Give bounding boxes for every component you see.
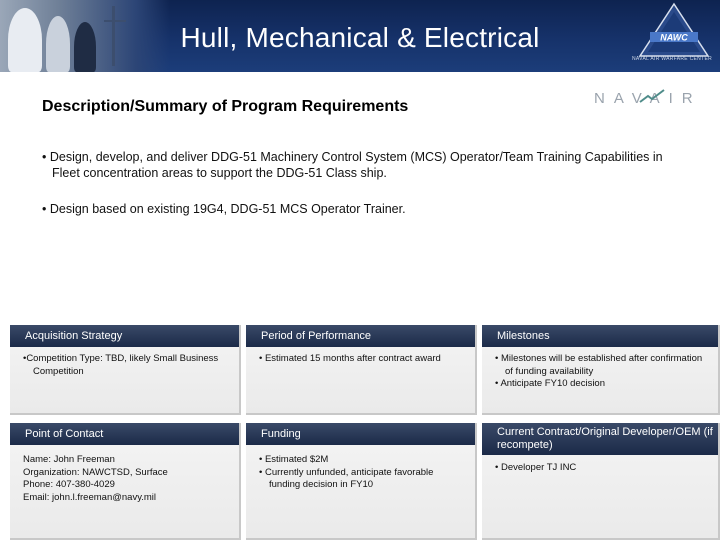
program-info-grid [10,325,720,540]
box-title: Period of Performance [246,325,475,347]
box-title: Point of Contact [10,423,239,445]
contact-email[interactable]: Email: john.l.freeman@navy.mil [23,491,157,503]
milestones-box [482,325,720,415]
box-title: Acquisition Strategy [10,325,239,347]
page-title: Hull, Mechanical & Electrical [180,22,540,53]
contact-phone: Phone: 407-380-4029 [23,479,115,490]
requirement-bullet: • Design based on existing 19G4, DDG-51 MCS Operator Trainer. [42,202,406,216]
navair-logo-icon [588,84,720,110]
box-item: • Anticipate FY10 decision [495,378,606,389]
navair-logo-text: NAVAIR [594,90,702,107]
box-title: Milestones [482,325,718,347]
requirement-bullet: • Design, develop, and deliver DDG-51 Machinery Control System (MCS) Operator/Team Training Capabilities in Fleet concentration areas to support the DDG-51 Class ship. [42,150,663,180]
nawc-logo-text: NAWC [660,32,688,43]
box-item: •Competition Type: TBD, likely Small Business Competition [23,353,219,377]
contact-name: Name: John Freeman [23,454,115,465]
box-item: • Estimated $2M [259,454,329,465]
header-banner [0,0,720,72]
box-title: Funding [246,423,475,445]
box-item: • Currently unfunded, anticipate favorable funding decision in FY10 [259,466,434,490]
point-of-contact-box [10,423,241,540]
period-of-performance-box [246,325,477,415]
current-contract-box [482,423,720,540]
funding-box [246,423,477,540]
box-item: • Milestones will be established after confirmation of funding availability [495,353,703,377]
nawc-logo-subtext: NAVAL AIR WARFARE CENTER [632,56,712,62]
section-title: Description/Summary of Program Requirements [42,98,409,115]
acquisition-strategy-box [10,325,241,415]
box-item: • Estimated 15 months after contract award [259,353,441,364]
box-title: Current Contract/Original Developer/OEM (if recompete) [482,423,718,455]
box-item: • Developer TJ INC [495,462,577,473]
contact-organization: Organization: NAWCTSD, Surface [23,466,168,478]
